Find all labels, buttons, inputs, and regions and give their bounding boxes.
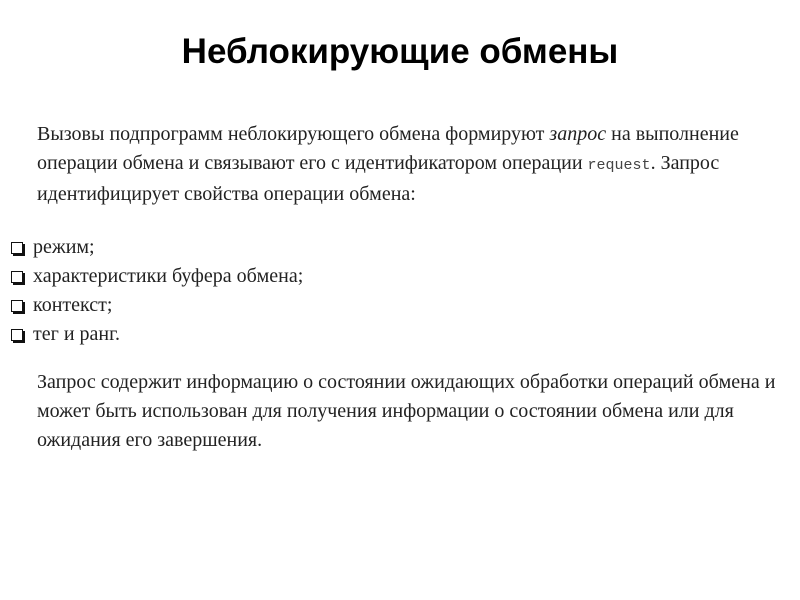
list-item-label: характеристики буфера обмена;: [33, 265, 304, 287]
intro-text-part-1: Вызовы подпрограмм неблокирующего обмена формируют: [37, 123, 550, 145]
list-item-buffer: [11, 262, 781, 291]
checkbox-icon: [11, 300, 23, 312]
checkbox-icon: [11, 329, 23, 341]
intro-paragraph: [37, 120, 777, 209]
list-item-label: тег и ранг.: [33, 323, 121, 345]
closing-paragraph: Запрос содержит информацию о состоянии ожидающих обработки операций обмена и может быть использован для получения информации о состоянии обмена или для ожидания его завершения.: [37, 371, 776, 451]
list-item-mode: [11, 233, 781, 262]
intro-text-part-3: . Запрос идентифицирует свойства операции обмена:: [37, 152, 720, 205]
request-code-term: request: [587, 157, 651, 174]
page-title: Неблокирующие обмены: [181, 32, 619, 71]
list-item-label: режим;: [33, 236, 95, 258]
intro-text-part-2: на выполнение операции обмена и связывают его с идентификатором операции: [37, 123, 739, 174]
checkbox-icon: [11, 242, 23, 254]
list-item-context: [11, 291, 781, 320]
list-item-label: контекст;: [33, 294, 113, 316]
intro-term-emphasis: запрос: [549, 123, 607, 145]
properties-list: [11, 233, 781, 349]
list-item-tag-rank: [11, 320, 781, 349]
checkbox-icon: [11, 271, 23, 283]
